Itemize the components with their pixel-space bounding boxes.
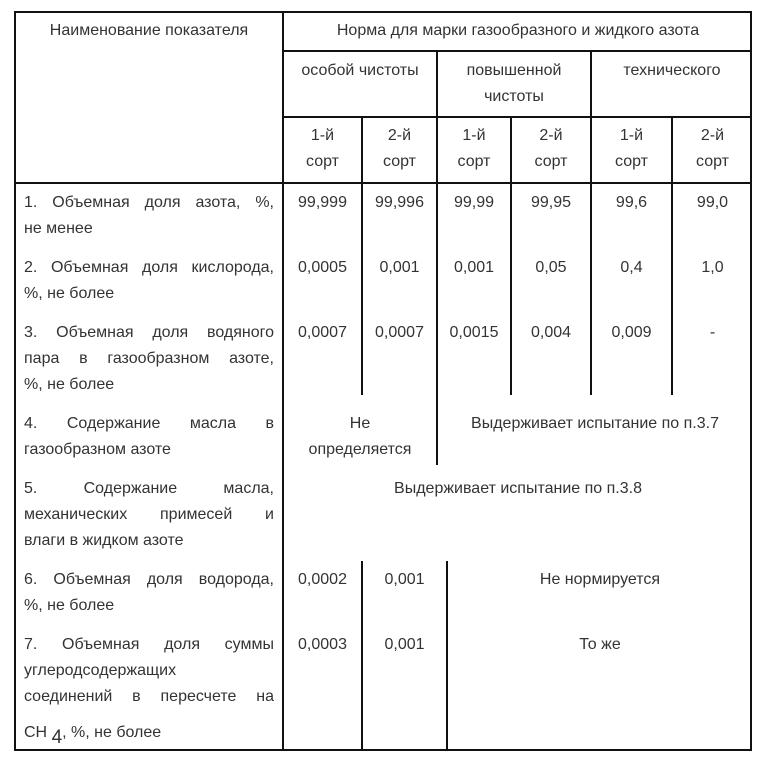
value-cell: 99,996 [375,194,424,211]
header-indicator-name: Наименование показателя [49,22,249,39]
divider [283,50,752,52]
header-norm-group: Норма для марки газообразного и жидкого азота [336,22,700,39]
header-sort-6: 2-й сорт [696,127,729,170]
merged-value-cell: Выдерживает испытание по п.3.7 [471,415,719,432]
row-name: 1. Объемная доля азота, %, не менее [24,194,274,237]
value-cell: 0,0015 [449,324,499,341]
value-cell: 1,0 [701,259,724,276]
row-name: 5. Содержание масла, механических примесей и влаги в жидком азоте [24,480,274,549]
value-cell: 0,001 [384,636,425,653]
merged-value-cell: Не определяется [308,415,412,458]
value-cell: 0,001 [384,571,425,588]
value-cell: 0,0003 [298,636,347,653]
row-name: 6. Объемная доля водорода, %, не более [24,571,274,614]
value-cell: 0,0005 [298,259,347,276]
merged-value-cell: Не нормируется [539,571,661,588]
value-cell: 99,99 [453,194,495,211]
row-name: 2. Объемная доля кислорода, %, не более [24,259,274,302]
header-sort-2: 2-й сорт [383,127,416,170]
value-cell: - [709,324,716,341]
value-cell: 0,0002 [298,571,347,588]
value-cell: 0,0007 [375,324,424,341]
header-sort-4: 2-й сорт [534,127,568,170]
value-cell: 0,001 [379,259,420,276]
value-cell: 99,95 [530,194,572,211]
merged-value-cell: То же [579,636,621,653]
value-cell: 0,05 [535,259,567,276]
merged-value-cell: Выдерживает испытание по п.3.8 [394,480,642,497]
value-cell: 0,004 [530,324,572,341]
value-cell: 0,001 [453,259,495,276]
value-cell: 99,6 [615,194,648,211]
value-cell: 0,0007 [298,324,347,341]
value-cell: 0,4 [620,259,643,276]
header-sort-5: 1-й сорт [615,127,648,170]
header-sort-1: 1-й сорт [306,127,339,170]
value-cell: 0,009 [611,324,652,341]
row-name: 3. Объемная доля водяного пара в газообразном азоте, %, не более [24,324,274,393]
row-name: 4. Содержание масла в газообразном азоте [24,415,274,458]
header-grade-special-purity: особой чистоты [301,62,419,79]
row-name: 7. Объемная доля суммы углеродсодержащих соединений в пересчете на CH $_4$, %, не более [24,636,274,748]
header-grade-technical: технического [623,62,721,79]
value-cell: 99,999 [298,194,347,211]
value-cell: 99,0 [696,194,729,211]
header-grade-high-purity: повышенной чистоты [466,62,562,105]
header-bottom-divider [14,182,752,184]
header-sort-3: 1-й сорт [457,127,491,170]
divider [283,116,752,118]
